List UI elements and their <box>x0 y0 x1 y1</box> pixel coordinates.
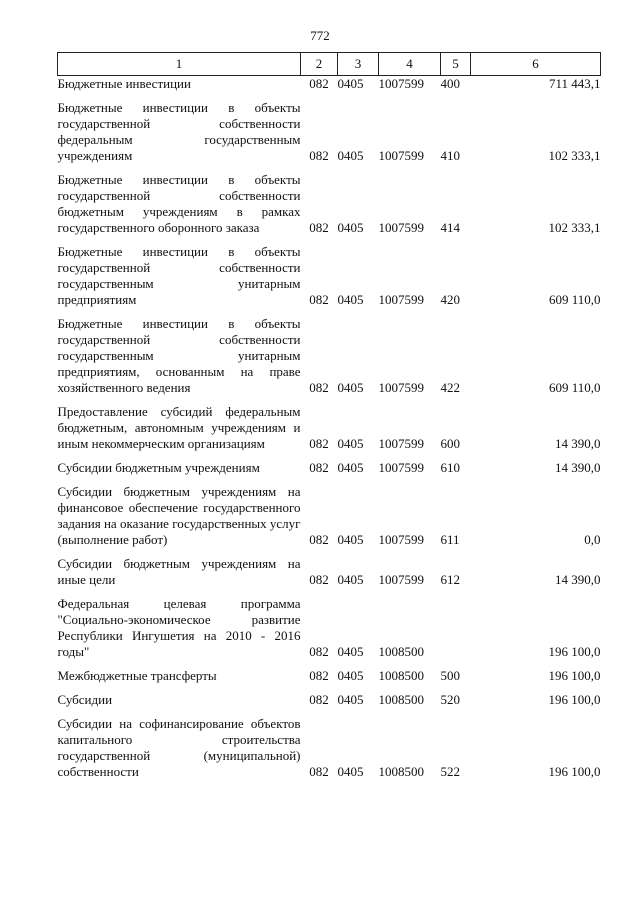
row-amount: 196 100,0 <box>548 764 601 779</box>
table-row <box>58 308 601 396</box>
row-amount: 196 100,0 <box>548 692 601 707</box>
row-amount: 196 100,0 <box>548 668 601 683</box>
column-header: 5 <box>441 53 471 76</box>
row-amount: 609 110,0 <box>548 380 601 395</box>
row-name: Бюджетные инвестиции в объекты государственной собственности государственным унитарным предприятиям <box>57 244 301 307</box>
row-target-code: 1007599 <box>378 76 424 91</box>
column-header: 6 <box>471 53 601 76</box>
column-header: 3 <box>338 53 379 76</box>
row-ministry-code: 082 <box>309 764 329 779</box>
row-target-code: 1008500 <box>378 764 424 779</box>
row-expense-type: 612 <box>440 572 460 587</box>
row-ministry-code: 082 <box>309 220 329 235</box>
row-name: Бюджетные инвестиции в объекты государственной собственности государственным унитарным предприятиям, основанным на праве хозяйственного ведения <box>57 316 301 395</box>
row-expense-type: 410 <box>440 148 460 163</box>
row-section-code: 0405 <box>337 532 364 547</box>
row-ministry-code: 082 <box>309 668 329 683</box>
row-ministry-code: 082 <box>309 76 329 91</box>
row-section-code: 0405 <box>337 692 364 707</box>
row-ministry-code: 082 <box>309 148 329 163</box>
row-section-code: 0405 <box>337 436 364 451</box>
row-name: Бюджетные инвестиции в объекты государственной собственности бюджетным учреждениям в рамках государственного оборонного заказа <box>57 172 301 235</box>
row-ministry-code: 082 <box>309 692 329 707</box>
row-amount: 102 333,1 <box>548 148 601 163</box>
row-target-code: 1008500 <box>378 668 424 683</box>
column-header: 4 <box>379 53 441 76</box>
row-amount: 711 443,1 <box>548 76 601 91</box>
row-amount: 102 333,1 <box>548 220 601 235</box>
table-row <box>58 548 601 588</box>
row-name: Субсидии бюджетным учреждениям <box>57 460 260 475</box>
table-row <box>58 452 601 476</box>
row-target-code: 1007599 <box>378 292 424 307</box>
row-section-code: 0405 <box>337 76 364 91</box>
row-amount: 14 390,0 <box>555 572 601 587</box>
table-row <box>58 684 601 708</box>
row-ministry-code: 082 <box>309 380 329 395</box>
table-row <box>58 396 601 452</box>
row-name: Субсидии бюджетным учреждениям на иные цели <box>57 556 301 587</box>
row-amount: 0,0 <box>584 532 601 547</box>
row-name: Межбюджетные трансферты <box>57 668 217 683</box>
table-header-row <box>58 53 601 76</box>
row-name: Бюджетные инвестиции <box>57 76 191 91</box>
table-row <box>58 92 601 164</box>
row-expense-type: 422 <box>440 380 460 395</box>
row-amount: 14 390,0 <box>555 436 601 451</box>
table-row <box>58 76 601 93</box>
row-expense-type: 500 <box>440 668 460 683</box>
row-target-code: 1007599 <box>378 220 424 235</box>
table-row <box>58 660 601 684</box>
row-section-code: 0405 <box>337 292 364 307</box>
row-target-code: 1007599 <box>378 436 424 451</box>
row-section-code: 0405 <box>337 380 364 395</box>
row-name: Субсидии <box>57 692 113 707</box>
table-row <box>58 588 601 660</box>
row-expense-type: 611 <box>440 532 460 547</box>
row-amount: 196 100,0 <box>548 644 601 659</box>
table-row <box>58 164 601 236</box>
row-ministry-code: 082 <box>309 532 329 547</box>
row-name: Субсидии бюджетным учреждениям на финансовое обеспечение государственного задания на оказание государственных услуг (выполнение работ) <box>57 484 301 547</box>
row-section-code: 0405 <box>337 572 364 587</box>
row-target-code: 1007599 <box>378 148 424 163</box>
row-name: Бюджетные инвестиции в объекты государственной собственности федеральным государственным учреждениям <box>57 100 301 163</box>
row-expense-type: 414 <box>440 220 460 235</box>
column-header: 2 <box>301 53 338 76</box>
row-amount: 609 110,0 <box>548 292 601 307</box>
budget-table <box>57 52 601 780</box>
row-expense-type <box>441 588 471 660</box>
row-section-code: 0405 <box>337 764 364 779</box>
row-expense-type: 420 <box>440 292 460 307</box>
row-expense-type: 522 <box>440 764 460 779</box>
row-ministry-code: 082 <box>309 572 329 587</box>
row-target-code: 1007599 <box>378 460 424 475</box>
row-expense-type: 610 <box>440 460 460 475</box>
row-target-code: 1007599 <box>378 532 424 547</box>
table-row <box>58 476 601 548</box>
row-expense-type: 600 <box>440 436 460 451</box>
row-section-code: 0405 <box>337 220 364 235</box>
row-section-code: 0405 <box>337 644 364 659</box>
column-header: 1 <box>58 53 301 76</box>
row-name: Субсидии на софинансирование объектов капитального строительства государственной (муниципальной) собственности <box>57 716 301 779</box>
row-name: Предоставление субсидий федеральным бюджетным, автономным учреждениям и иным некоммерческим организациям <box>57 404 301 451</box>
row-ministry-code: 082 <box>309 436 329 451</box>
row-amount: 14 390,0 <box>555 460 601 475</box>
table-row <box>58 236 601 308</box>
page-number: 772 <box>310 28 330 43</box>
row-expense-type: 520 <box>440 692 460 707</box>
row-ministry-code: 082 <box>309 292 329 307</box>
row-expense-type: 400 <box>440 76 460 91</box>
row-target-code: 1008500 <box>378 692 424 707</box>
row-target-code: 1008500 <box>378 644 424 659</box>
row-ministry-code: 082 <box>309 460 329 475</box>
row-section-code: 0405 <box>337 148 364 163</box>
table-row <box>58 708 601 780</box>
row-target-code: 1007599 <box>378 380 424 395</box>
row-target-code: 1007599 <box>378 572 424 587</box>
row-ministry-code: 082 <box>309 644 329 659</box>
row-name: Федеральная целевая программа "Социально-экономическое развитие Республики Ингушетия на 2010 - 2016 годы" <box>57 596 301 659</box>
row-section-code: 0405 <box>337 460 364 475</box>
row-section-code: 0405 <box>337 668 364 683</box>
